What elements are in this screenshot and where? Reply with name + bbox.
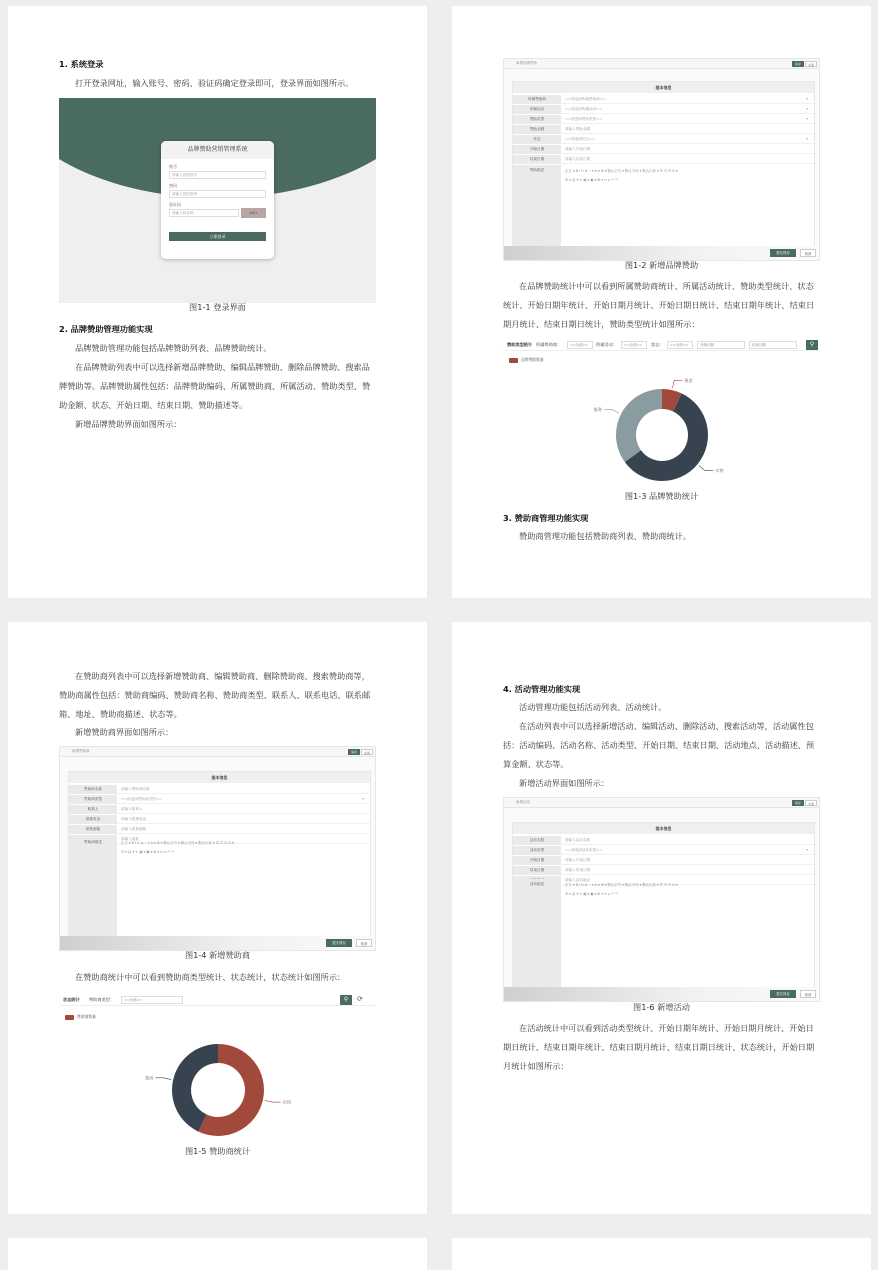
paragraph: 新增活动界面如图所示：	[519, 778, 610, 788]
cancel-button[interactable]: 取消	[356, 939, 372, 947]
form-field-label: 结束日期	[513, 866, 561, 875]
form-row	[513, 155, 814, 164]
form-topbar	[504, 798, 819, 808]
form-input[interactable]: 请输入赞助商名称	[121, 787, 150, 791]
form-row	[513, 115, 814, 124]
rich-text-editor[interactable]	[513, 165, 814, 246]
form-input[interactable]: 请输入赞助金额	[565, 127, 591, 131]
slice-label-line	[699, 466, 713, 471]
form-input[interactable]: 请输入开始日期	[565, 147, 591, 151]
form-input[interactable]: 请输入开始日期	[565, 858, 591, 862]
form-footer	[60, 936, 375, 950]
form-select[interactable]: ==请选择赞助类型==	[565, 117, 603, 121]
section-heading-login: 1. 系统登录	[59, 59, 104, 69]
topbar-save-button[interactable]: 保存	[792, 800, 804, 806]
slice-label-line	[604, 410, 619, 414]
submit-button[interactable]: 提交保存	[770, 249, 796, 257]
form-field-label: 赞助商名称	[69, 785, 117, 794]
paragraph: 新增品牌赞助界面如图所示：	[75, 419, 182, 429]
legend-swatch	[509, 358, 518, 363]
figure-caption: 图1-6 新增活动	[633, 1002, 690, 1012]
add-activity-screenshot	[503, 797, 820, 1002]
search-button[interactable]: ⚲	[340, 995, 352, 1005]
filter-select[interactable]: ==全部==	[667, 341, 693, 349]
login-screenshot	[59, 98, 376, 303]
form-input[interactable]: 请输入联系人	[121, 807, 143, 811]
filter-select[interactable]: ==全部==	[567, 341, 593, 349]
form-select[interactable]: ==请选择活动类型==	[565, 848, 603, 852]
login-card	[161, 141, 274, 259]
form-back-title[interactable]: 新增赞助商	[72, 749, 90, 753]
filter-label: 状态：	[651, 342, 664, 347]
form-body	[68, 771, 371, 937]
form-select[interactable]: ==请选择状态==	[565, 137, 596, 141]
add-sponsor-screenshot	[59, 746, 376, 951]
cancel-button[interactable]: 取消	[800, 249, 816, 257]
form-row	[513, 145, 814, 154]
form-field-label: 活动名称	[513, 836, 561, 845]
refresh-icon[interactable]: ⟳	[357, 995, 363, 1003]
legend-label: 赞助商数量	[77, 1014, 96, 1019]
stat-title: 状态统计	[63, 997, 80, 1002]
form-input[interactable]: 请输入活动地点	[565, 878, 591, 882]
form-row	[513, 135, 814, 144]
filter-select[interactable]: ==全部==	[121, 996, 183, 1004]
section-heading-sponsor: 3. 赞助商管理功能实现	[503, 513, 589, 523]
form-input[interactable]: 请输入联系电话	[121, 817, 147, 821]
figure-caption: 图1-4 新增赞助商	[184, 950, 251, 960]
form-select[interactable]: ==请选择所属活动==	[565, 107, 603, 111]
sponsorship-type-donut-chart	[592, 369, 732, 499]
start-date-input[interactable]: 开始日期	[697, 341, 745, 349]
stat-filter-bar	[503, 339, 820, 351]
filter-label: 所属活动：	[596, 342, 617, 347]
topbar-close-button[interactable]: 关闭	[805, 800, 817, 806]
rich-text-editor[interactable]	[513, 879, 814, 987]
slice-label: 禁用	[144, 1075, 154, 1081]
slice-label: 服务	[593, 407, 603, 413]
form-row	[513, 105, 814, 114]
legend-label: 品牌赞助数量	[521, 357, 544, 362]
form-row	[69, 825, 370, 834]
form-back-title[interactable]: 新增品牌赞助	[516, 61, 537, 65]
form-topbar	[60, 747, 375, 757]
form-field-label: 赞助类型	[513, 115, 561, 124]
document-page-5	[8, 1238, 427, 1270]
paragraph: 在品牌赞助统计中可以看到所属赞助商统计、所属活动统计、赞助类型统计、状态统计、开始日期年统计、开始日期月统计、开始日期日统计、结束日期年统计、结束日期月统计、结束日期日统计，赞助类型统计如图所示：	[503, 281, 815, 329]
password-label: 密码	[169, 183, 177, 188]
editor-toolbar-row2[interactable]: ☰ ▾ ☺ ▾ ✎ ▦ ▾ ▣ ▾ ⊞ ▾ ↔ ⌂ ↶ ↷	[565, 178, 618, 182]
paragraph: 品牌赞助管理功能包括品牌赞助列表、品牌赞助统计。	[75, 343, 272, 353]
login-title: 品牌赞助营销管理系统	[161, 141, 274, 159]
document-page-4	[452, 622, 871, 1214]
form-row	[69, 805, 370, 814]
form-row	[513, 95, 814, 104]
paragraph: 赞助商管理功能包括赞助商列表、赞助商统计。	[519, 531, 691, 541]
form-field-label: 所属活动	[513, 105, 561, 114]
form-field-label: 所属赞助商	[513, 95, 561, 104]
topbar-close-button[interactable]: 关闭	[805, 61, 817, 67]
chevron-down-icon[interactable]: ▾	[806, 848, 808, 852]
form-footer	[504, 987, 819, 1001]
slice-label-line	[672, 380, 682, 388]
form-input[interactable]: 请输入结束日期	[565, 157, 591, 161]
editor-label: 赞助商描述	[69, 837, 117, 936]
legend-swatch	[65, 1015, 74, 1020]
paragraph: 在活动列表中可以选择新增活动、编辑活动、删除活动、搜索活动等，活动属性包括：活动编码、活动名称、活动类型、开始日期、结束日期、活动地点、活动描述、预算金额、状态等。	[503, 721, 815, 769]
editor-toolbar[interactable]: 正文 ▾ B I U ≡ ·· ▾ A ▾ ⊞ ▾ 默认字号 ▾ 默认字体 ▾ 默认行高 ▾ ☰ ☷ ☵ ⊡ ▾	[565, 883, 678, 887]
document-page-1	[8, 6, 427, 598]
form-topbar	[504, 59, 819, 69]
slice-label: 启用	[282, 1099, 292, 1105]
form-select[interactable]: ==请选择赞助商类型==	[121, 797, 162, 801]
chevron-down-icon[interactable]: ▾	[806, 117, 808, 121]
editor-label: 活动描述	[513, 879, 561, 987]
document-page-6	[452, 1238, 871, 1270]
form-row	[513, 836, 814, 845]
slice-label-line	[265, 1100, 281, 1102]
add-brand-sponsorship-screenshot	[503, 58, 820, 261]
account-label: 账号	[169, 164, 177, 169]
captcha-input[interactable]: 请输入验证码	[169, 209, 239, 217]
form-back-title[interactable]: 新增活动	[516, 800, 530, 804]
stat-title: 赞助类型统计	[507, 342, 533, 347]
login-button[interactable]: 立即登录	[169, 232, 266, 241]
editor-label: 赞助描述	[513, 165, 561, 246]
slice-label: 现金	[684, 377, 693, 383]
paragraph: 在赞助商统计中可以看到赞助商类型统计、状态统计，状态统计如图所示：	[75, 972, 346, 982]
paragraph: 活动管理功能包括活动列表、活动统计。	[519, 702, 667, 712]
account-input[interactable]: 请输入您的账号	[169, 171, 266, 179]
form-section-title: 基本信息	[69, 772, 370, 783]
figure-caption: 图1-5 赞助商统计	[184, 1146, 251, 1156]
section-heading-brand-sponsorship: 2. 品牌赞助管理功能实现	[59, 324, 153, 334]
captcha-image[interactable]: 4 ƛ ⌖	[241, 208, 266, 218]
paragraph: 在赞助商列表中可以选择新增赞助商、编辑赞助商、删除赞助商、搜索赞助商等，赞助商属性包括：赞助商编码、赞助商名称、赞助商类型、联系人、联系电话、联系邮箱、地址、赞助商描述、状态等。	[59, 671, 371, 719]
search-button[interactable]: ⚲	[806, 340, 818, 350]
end-date-input[interactable]: 结束日期	[749, 341, 797, 349]
topbar-close-button[interactable]: 关闭	[361, 749, 373, 755]
editor-toolbar-row2[interactable]: ☰ ▾ ☺ ▾ ✎ ▦ ▾ ▣ ▾ ⊞ ▾ ↔ ⌂ ↶ ↷	[565, 892, 618, 896]
topbar-save-button[interactable]: 保存	[792, 61, 804, 67]
form-input[interactable]: 请输入地址	[121, 837, 139, 841]
submit-button[interactable]: 提交保存	[770, 990, 796, 998]
paragraph: 新增赞助商界面如图所示：	[75, 727, 174, 737]
form-footer	[504, 246, 819, 260]
slice-label: 实物	[715, 468, 724, 474]
filter-label: 所属赞助商：	[536, 342, 562, 347]
form-section-title: 基本信息	[513, 82, 814, 93]
form-field-label: 状态	[513, 135, 561, 144]
filter-select[interactable]: ==全部==	[621, 341, 647, 349]
form-row	[69, 815, 370, 824]
editor-toolbar-row2[interactable]: ☰ ▾ ☺ ▾ ✎ ▦ ▾ ▣ ▾ ⊞ ▾ ↔ ⌂ ↶ ↷	[121, 850, 174, 854]
form-row	[513, 125, 814, 134]
form-field-label: 赞助金额	[513, 125, 561, 134]
form-field-label: 赞助商类型	[69, 795, 117, 804]
form-row	[69, 785, 370, 794]
form-field-label: 活动类型	[513, 846, 561, 855]
cancel-button[interactable]: 取消	[800, 990, 816, 998]
form-field-label: 开始日期	[513, 145, 561, 154]
form-row	[513, 856, 814, 865]
figure-caption: 图1-3 品牌赞助统计	[624, 491, 699, 501]
document-page-2	[452, 6, 871, 598]
editor-toolbar[interactable]: 正文 ▾ B I U ≡ ·· ▾ A ▾ ⊞ ▾ 默认字号 ▾ 默认字体 ▾ 默认行高 ▾ ☰ ☷ ☵ ⊡ ▾	[565, 169, 678, 173]
form-body	[512, 822, 815, 988]
slice-label-line	[155, 1078, 171, 1080]
form-row	[513, 846, 814, 855]
form-input[interactable]: 请输入活动名称	[565, 838, 591, 842]
form-select[interactable]: ==请选择所属赞助商==	[565, 97, 606, 101]
form-row	[513, 866, 814, 875]
figure-caption: 图1-2 新增品牌赞助	[624, 260, 699, 270]
paragraph: 打开登录网址，输入账号、密码、验证码确定登录即可，登录界面如图所示。	[75, 78, 354, 88]
chevron-down-icon[interactable]: ▾	[806, 137, 808, 141]
form-field-label: 联系人	[69, 805, 117, 814]
password-input[interactable]: 请输入您的密码	[169, 190, 266, 198]
form-field-label: 联系电话	[69, 815, 117, 824]
form-body	[512, 81, 815, 247]
topbar-save-button[interactable]: 保存	[348, 749, 360, 755]
stat-filter-bar	[59, 994, 376, 1006]
paragraph: 在品牌赞助列表中可以选择新增品牌赞助、编辑品牌赞助、删除品牌赞助、搜索品牌赞助等。品牌赞助属性包括：品牌赞助编码、所属赞助商、所属活动、赞助类型、赞助金额、状态、开始日期、结束日期、赞助描述等。	[59, 362, 371, 410]
form-input[interactable]: 请输入联系邮箱	[121, 827, 147, 831]
rich-text-editor[interactable]	[69, 837, 370, 936]
chevron-down-icon[interactable]: ▾	[806, 97, 808, 101]
form-section-title: 基本信息	[513, 823, 814, 834]
filter-label: 赞助商类型：	[89, 997, 115, 1002]
sponsor-status-donut-chart	[143, 1027, 293, 1157]
form-input[interactable]: 请输入结束日期	[565, 868, 591, 872]
paragraph: 在活动统计中可以看到活动类型统计、开始日期年统计、开始日期月统计、开始日期日统计、结束日期年统计、结束日期月统计、结束日期日统计、状态统计，开始日期月统计如图所示：	[503, 1023, 815, 1071]
form-field-label: 结束日期	[513, 155, 561, 164]
editor-toolbar[interactable]: 正文 ▾ B I U ≡ ·· ▾ A ▾ ⊞ ▾ 默认字号 ▾ 默认字体 ▾ 默认行高 ▾ ☰ ☷ ☵ ⊡ ▾	[121, 841, 234, 845]
section-heading-activity: 4. 活动管理功能实现	[503, 684, 581, 694]
donut-slice[interactable]	[616, 389, 662, 462]
form-row	[69, 795, 370, 804]
submit-button[interactable]: 提交保存	[326, 939, 352, 947]
form-field-label: 联系邮箱	[69, 825, 117, 834]
chevron-down-icon[interactable]: ▾	[362, 797, 364, 801]
chevron-down-icon[interactable]: ▾	[806, 107, 808, 111]
figure-caption: 图1-1 登录界面	[189, 302, 246, 312]
document-page-3	[8, 622, 427, 1214]
form-field-label: 开始日期	[513, 856, 561, 865]
captcha-label: 验证码	[169, 202, 181, 207]
